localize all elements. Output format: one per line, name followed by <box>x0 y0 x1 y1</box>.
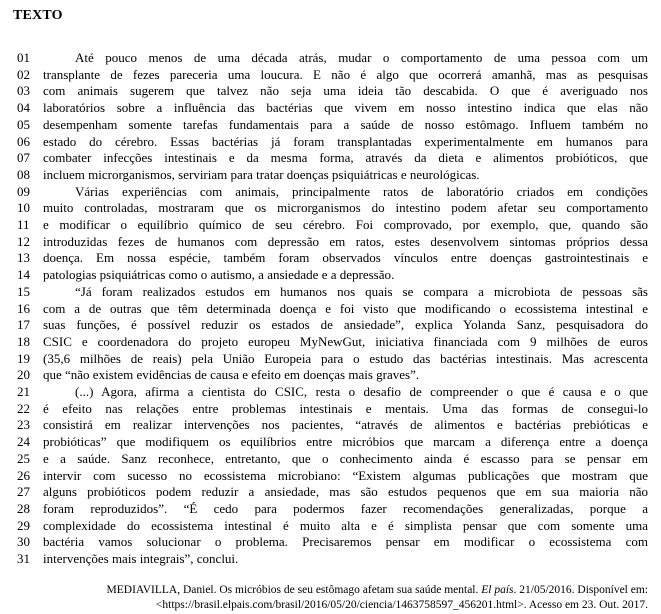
line-number: 04 <box>17 100 30 116</box>
line-number: 31 <box>17 551 30 567</box>
line-number: 23 <box>17 417 30 433</box>
text-line <box>17 367 648 384</box>
citation <box>17 583 648 613</box>
line-number: 05 <box>17 116 30 132</box>
line-text: intervenções mais integrais”, conclui. <box>43 551 239 567</box>
text-line <box>17 434 648 451</box>
line-number: 02 <box>17 66 30 82</box>
line-number: 18 <box>17 333 30 349</box>
citation-text-after: . 21/05/2016. Disponível em: <box>513 583 648 596</box>
text-line <box>17 518 648 535</box>
line-text: (35,6 milhões de reais) pela União Europeia para o estudo das bactérias intestinais. Mas acrescenta <box>43 350 648 366</box>
line-text: estado do cérebro. Essas bactérias já foram transplantadas experimentalmente em humanos para <box>43 133 648 149</box>
line-text: é efeito nas relações entre problemas intestinais e mentais. Uma das formas de consegui-lo <box>43 400 648 416</box>
text-line <box>17 134 648 151</box>
line-number: 17 <box>17 317 30 333</box>
text-line <box>17 217 648 234</box>
line-number: 26 <box>17 467 30 483</box>
text-line <box>17 334 648 351</box>
text-line <box>17 184 648 201</box>
text-line <box>17 250 648 267</box>
line-number: 11 <box>17 217 30 233</box>
line-text: bactéria vamos solucionar o problema. Precisaremos pensar em modificar o ecossistema com <box>43 534 648 550</box>
citation-source-italic: El país <box>481 583 514 596</box>
text-block <box>17 50 648 568</box>
text-line <box>17 401 648 418</box>
page-title: TEXTO <box>13 8 63 23</box>
text-line <box>17 200 648 217</box>
line-text: doença. Em nossa espécie, também foram observados vínculos entre doenças gastrointestinais e <box>43 250 648 266</box>
text-line <box>17 50 648 67</box>
line-text: e modificar o equilíbrio químico de seu cérebro. Foi comprovado, por exemplo, que, quando são <box>43 217 648 233</box>
line-number: 22 <box>17 400 30 416</box>
line-text: alguns probióticos podem reduzir a ansiedade, mas são estudos pequenos que em sua maioria não <box>43 484 648 500</box>
line-number: 27 <box>17 484 30 500</box>
text-line <box>17 150 648 167</box>
citation-line-1 <box>17 583 648 598</box>
text-line <box>17 384 648 401</box>
text-line <box>17 117 648 134</box>
line-number: 06 <box>17 133 30 149</box>
text-line <box>17 501 648 518</box>
line-number: 15 <box>17 283 30 299</box>
line-number: 10 <box>17 200 30 216</box>
line-text: desempenham somente tarefas fundamentais para a saúde de nosso estômago. Influem também no <box>43 116 648 132</box>
text-line <box>17 267 648 284</box>
line-number: 08 <box>17 166 30 182</box>
line-text: intervir com sucesso no ecossistema microbiano: “Existem algumas publicações que mostram que <box>43 467 648 483</box>
line-text: e a saúde. Sanz reconhece, entretanto, que o conhecimento ainda é escasso para se pensar em <box>43 450 648 466</box>
line-text: muito controladas, mostraram que os microrganismos do intestino podem afetar seu comportamento <box>43 200 648 216</box>
citation-line-2: <https://brasil.elpais.com/brasil/2016/05/20/ciencia/1463758597_456201.html>. Acesso em 23. Out. 2017. <box>155 598 648 611</box>
line-text: com a de outras que têm determinada doença e foi visto que modificando o ecossistema intestinal e <box>43 300 648 316</box>
line-text: probióticas” que modifiquem os equilíbrios entre micróbios que marcam a diferença entre a doença <box>43 434 648 450</box>
line-text: com animais sugerem que talvez não seja uma ideia tão descabida. O que é averiguado nos <box>43 83 648 99</box>
line-number: 09 <box>17 183 30 199</box>
text-line <box>17 284 648 301</box>
line-text: laboratórios sobre a influência das bactérias que vivem em nosso intestino indica que elas não <box>43 100 648 116</box>
line-number: 14 <box>17 267 30 283</box>
line-text: Até pouco menos de uma década atrás, mudar o comportamento de uma pessoa com um <box>75 50 648 65</box>
line-number: 21 <box>17 384 30 400</box>
line-number: 25 <box>17 450 30 466</box>
citation-text-before: MEDIAVILLA, Daniel. Os micróbios de seu estômago afetam sua saúde mental. <box>106 583 482 596</box>
line-number: 24 <box>17 434 30 450</box>
line-number: 19 <box>17 350 30 366</box>
line-text: complexidade do ecossistema intestinal é muito alta e é simplista pensar que com somente uma <box>43 517 648 533</box>
line-text: foram reproduzidos”. “É cedo para podermos fazer recomendações generalizadas, porque a <box>43 500 648 516</box>
line-number: 07 <box>17 150 30 166</box>
line-text: (...) Agora, afirma a cientista do CSIC, resta o desafio de compreender o que é causa e o que <box>75 384 648 400</box>
text-line <box>17 317 648 334</box>
line-number: 28 <box>17 500 30 516</box>
text-line <box>17 234 648 251</box>
text-line <box>17 100 648 117</box>
line-text: “Já foram realizados estudos em humanos nos quais se compara a microbiota de pessoas sãs <box>75 283 648 299</box>
line-text: suas funções, é possível reduzir os estados de ansiedade”, explica Yolanda Sanz, pesquisadora do <box>43 317 648 333</box>
line-number: 01 <box>17 50 30 65</box>
line-number: 03 <box>17 83 30 99</box>
line-text: consistirá em realizar intervenções nos pacientes, “através de alimentos e bactérias prebióticas e <box>43 417 648 433</box>
line-number: 29 <box>17 517 30 533</box>
line-number: 13 <box>17 250 30 266</box>
line-text: combater infecções intestinais e da mesma forma, através da dieta e alimentos probióticos, que <box>43 150 648 166</box>
line-number: 30 <box>17 534 30 550</box>
line-text: que “não existem evidências de causa e efeito em doenças mais graves”. <box>43 367 420 383</box>
text-line <box>17 167 648 184</box>
line-text: Várias experiências com animais, principalmente ratos de laboratório criados em condições <box>75 183 648 199</box>
text-line <box>17 83 648 100</box>
line-number: 20 <box>17 367 30 383</box>
line-text: incluem microrganismos, serviriam para tratar doenças psiquiátricas e neurológicas. <box>43 166 480 182</box>
text-line <box>17 301 648 318</box>
text-line <box>17 484 648 501</box>
text-line <box>17 417 648 434</box>
text-line <box>17 67 648 84</box>
line-number: 12 <box>17 233 30 249</box>
line-text: CSIC e coordenadora do projeto europeu MyNewGut, iniciativa financiada com 9 milhões de euros <box>43 333 648 349</box>
text-line <box>17 451 648 468</box>
text-line <box>17 551 648 568</box>
line-text: transplante de fezes pareceria uma loucura. E não é algo que ocorrerá amanhã, mas as pesquisas <box>43 66 648 82</box>
text-line <box>17 534 648 551</box>
line-text: patologias psiquiátricas como o autismo, a ansiedade e a depressão. <box>43 267 395 283</box>
line-number: 16 <box>17 300 30 316</box>
text-line <box>17 468 648 485</box>
line-text: introduzidas fezes de humanos com depressão em ratos, estes desenvolvem sintomas próprios dessa <box>43 233 648 249</box>
text-line <box>17 351 648 368</box>
